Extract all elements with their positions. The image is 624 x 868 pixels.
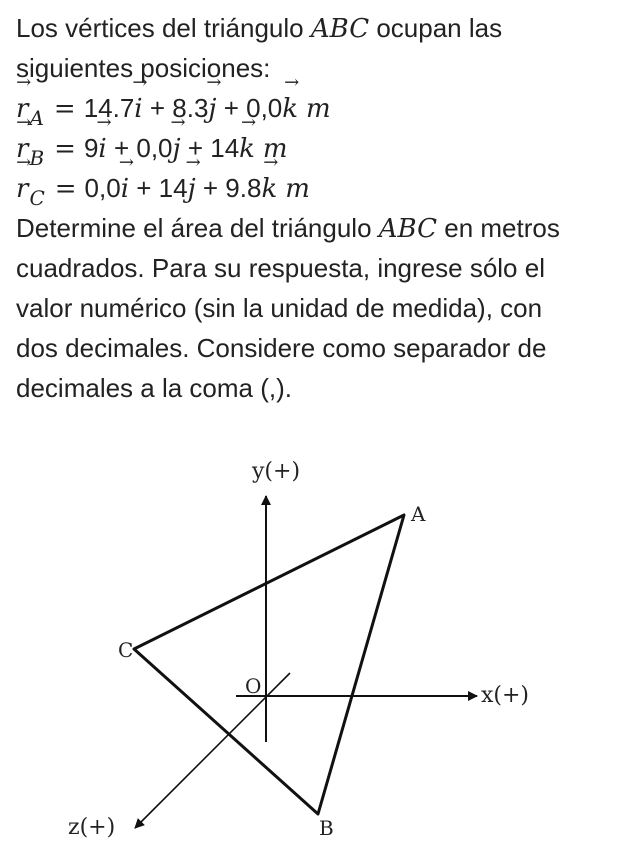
k-coefficient: 14 [210,133,240,163]
point-a-label: A [411,502,426,526]
i-coefficient: 14.7 [83,93,135,123]
x-axis-label: x(+) [481,683,530,708]
z-axis-label: z(+) [68,815,116,840]
triangle-name: ABC [378,214,438,244]
position-vector-symbol: → r [16,129,28,169]
problem-statement [16,8,620,408]
unit-vector-j: → j [173,129,181,169]
i-coefficient: 0,0 [84,173,121,203]
question-text-post: en metros [437,213,560,243]
vector-subscript: A [29,106,44,130]
question-line-4: dos decimales. Considere como separador de [16,333,547,363]
i-coefficient: 9 [83,133,99,163]
question-line-3: valor numérico (sin la unidad de medida), con [16,293,543,323]
unit-vector-k: → k [239,129,255,169]
unit-vector-k: → k [261,169,277,209]
intro-line-1 [16,8,620,48]
plus-sign: + [106,133,137,163]
unit-meters: m [285,174,310,204]
unit-vector-i: → i [98,129,106,169]
equals-sign: = [53,94,76,124]
vector-equation-c [16,168,620,208]
unit-vector-k: → k [282,89,298,129]
j-coefficient: 8.3 [172,93,209,123]
question-line-2: cuadrados. Para su respuesta, ingrese sólo el [16,253,545,283]
k-coefficient: 9.8 [225,173,262,203]
unit-vector-i: → i [134,89,142,129]
plus-sign: + [129,173,159,203]
equals-sign: = [54,134,76,164]
vector-equation-b [16,128,620,168]
question-text-pre: Determine el área del triángulo [16,213,379,243]
question-line-1 [16,208,620,248]
intro-text-pre: Los vértices del triángulo [16,13,311,43]
plus-sign: + [216,93,247,123]
plus-sign: + [195,173,226,203]
origin-label: O [245,674,262,698]
unit-vector-j: → j [208,89,216,129]
position-vector-symbol: → r [16,169,28,209]
intro-text-line2: siguientes posiciones: [16,53,271,83]
plus-sign: + [142,93,173,123]
vector-subscript: B [29,146,45,170]
intro-line-2 [16,48,620,88]
triangle-name: ABC [310,14,370,44]
z-axis [135,673,290,828]
equals-sign: = [54,174,77,204]
unit-meters: m [306,94,331,124]
triangle-abc [134,515,404,814]
point-c-label: C [118,638,134,662]
point-b-label: B [319,816,334,840]
unit-vector-j: → j [188,169,196,209]
question-line-5: decimales a la coma (,). [16,373,292,403]
unit-vector-i: → i [121,169,129,209]
intro-text-post: ocupan las [369,13,503,43]
j-coefficient: 0,0 [136,133,173,163]
vector-subscript: C [29,186,45,210]
triangle-diagram [0,440,624,868]
position-vector-symbol: → r [16,89,28,129]
j-coefficient: 14 [158,173,188,203]
unit-meters: m [262,134,288,164]
y-axis-label: y(+) [252,459,301,484]
plus-sign: + [180,133,211,163]
k-coefficient: 0,0 [246,93,283,123]
